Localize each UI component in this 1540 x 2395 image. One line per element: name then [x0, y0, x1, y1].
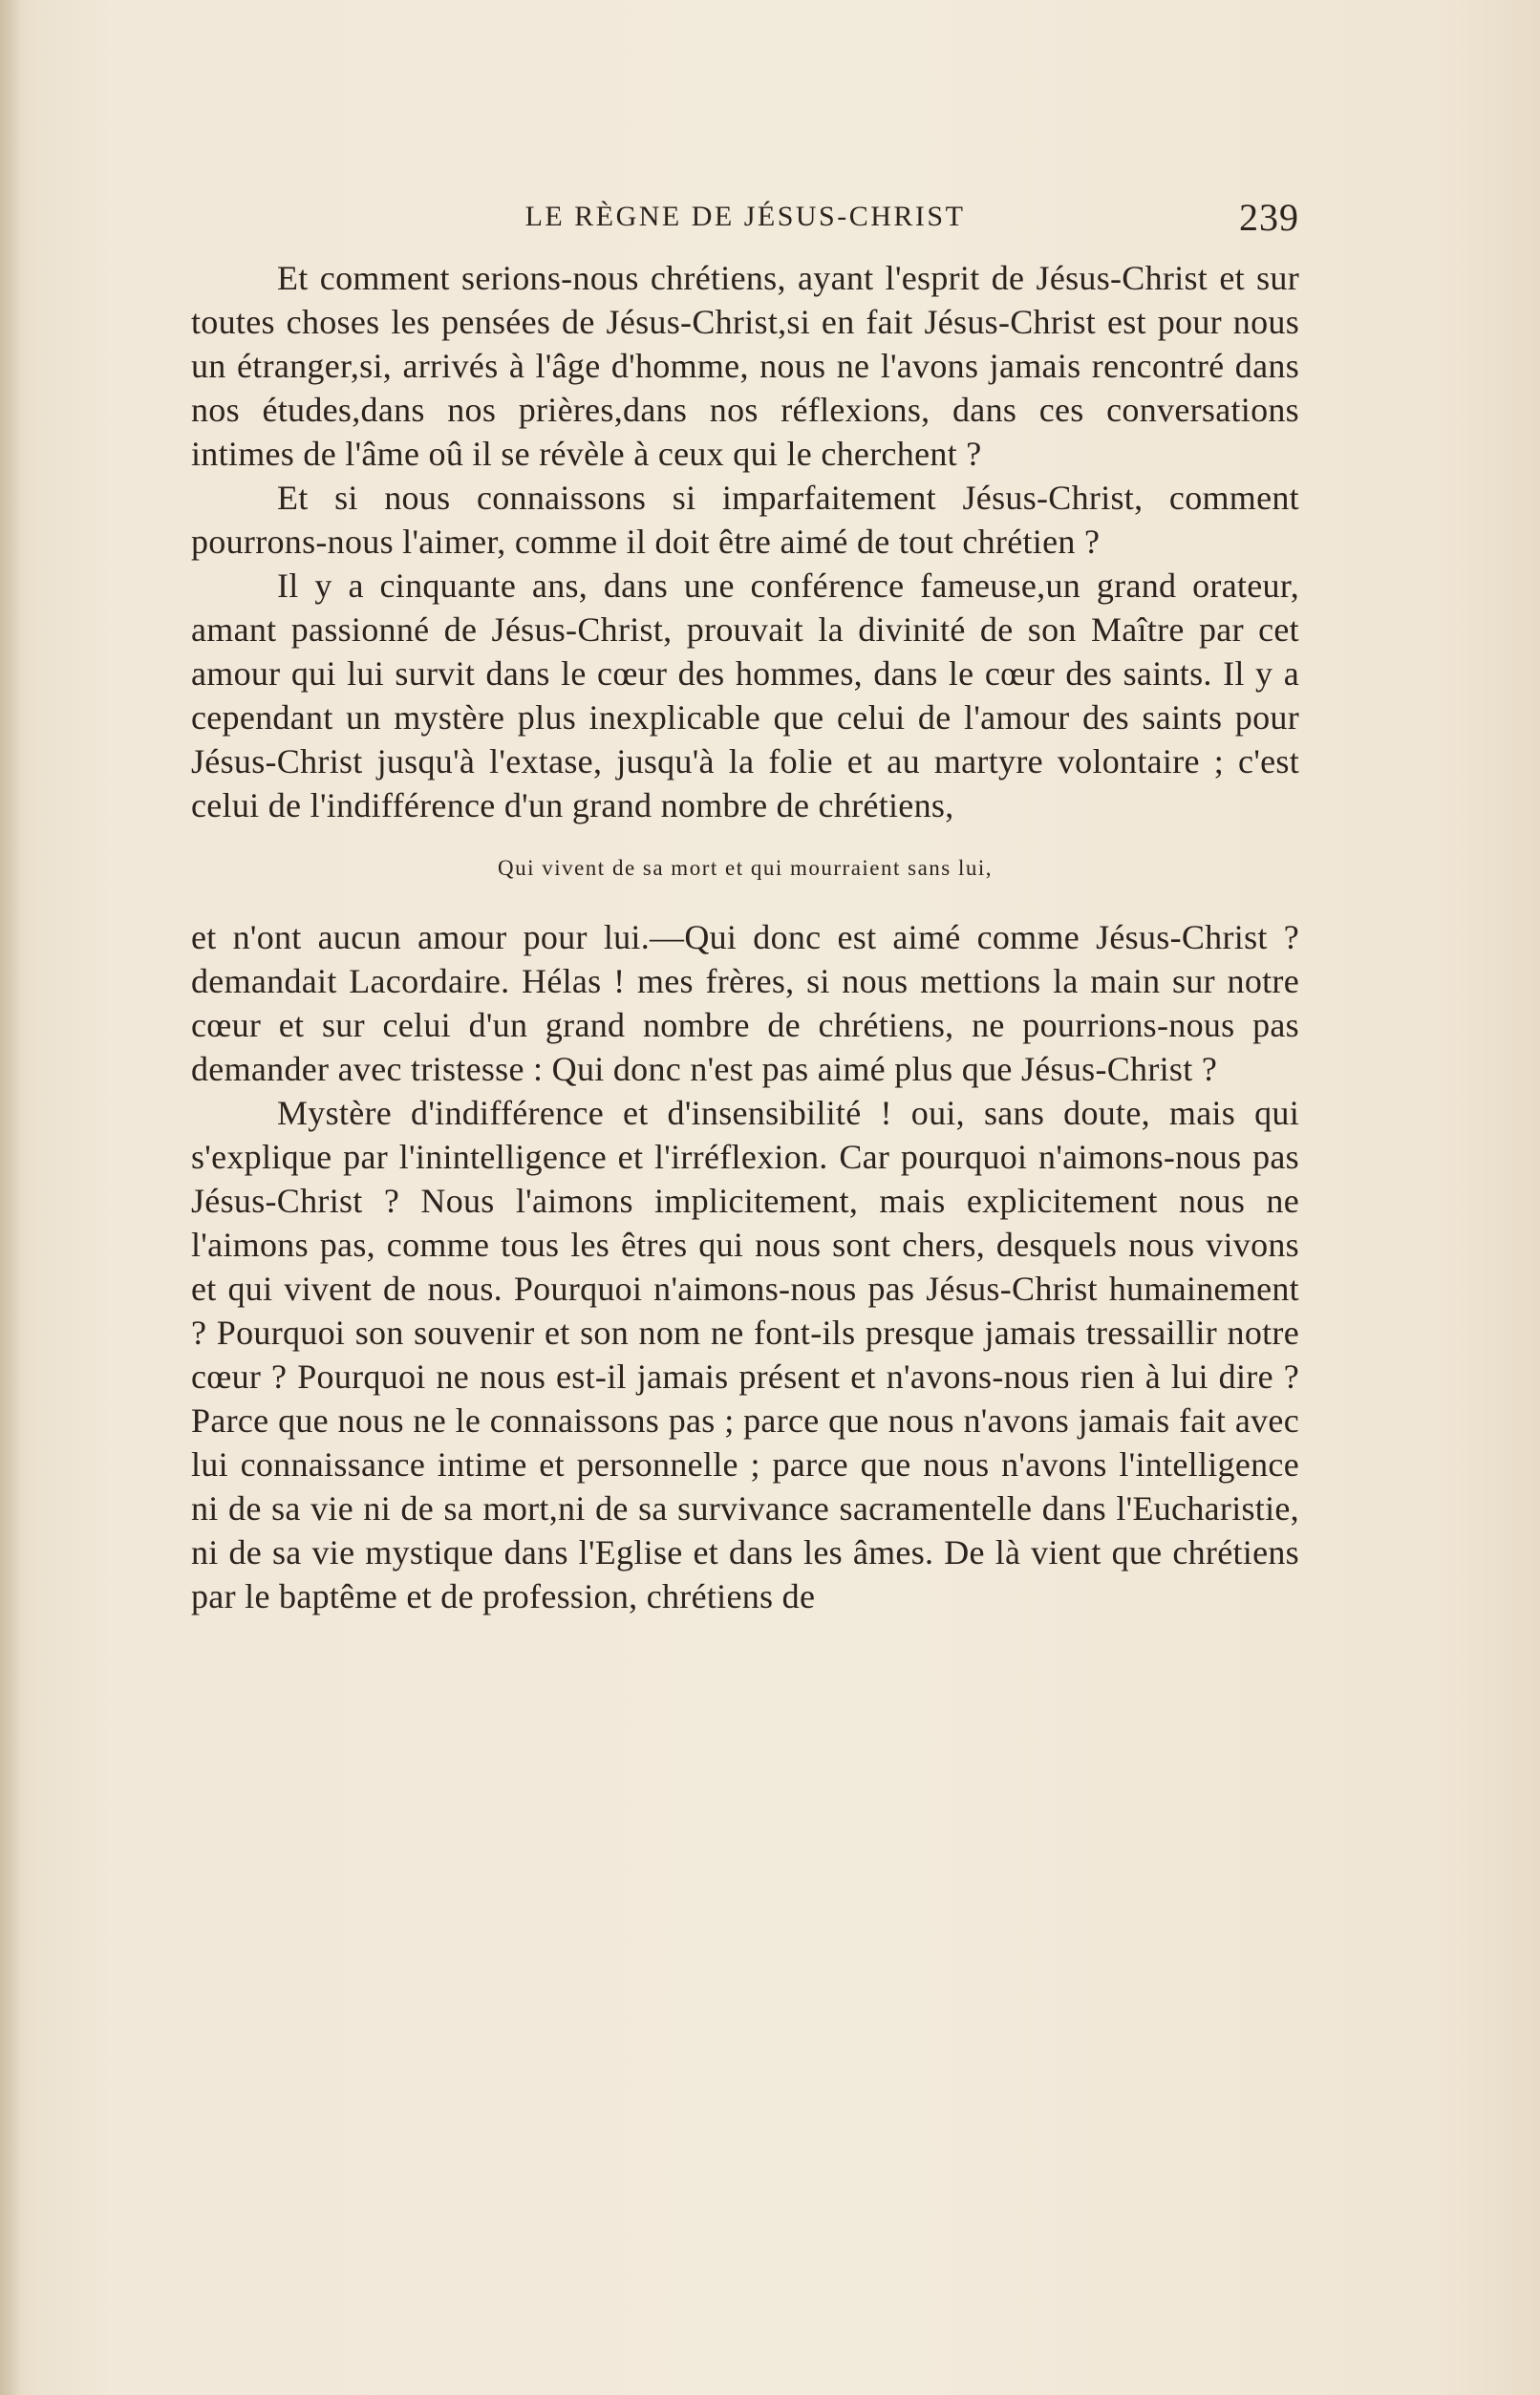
- page-gutter-shadow: [0, 0, 21, 2395]
- page-text-block: [191, 191, 1299, 1618]
- verse-quote: Qui vivent de sa mort et qui mourraient sans lui,: [497, 856, 994, 880]
- paragraph-1: Et comment serions-nous chrétiens, ayant l'esprit de Jésus-Christ et sur toutes choses les pensées de Jésus-Christ,si en fait Jésus-Christ est pour nous un étranger,si, arrivés à l'âge d'homme, nous ne l'avons jamais rencontré dans nos études,dans nos prières,dans nos réflexions, dans ces conversations intimes de l'âme oû il se révèle à ceux qui le cherchent ?: [191, 259, 1299, 473]
- paragraph-5: Mystère d'indifférence et d'insensibilité ! oui, sans doute, mais qui s'explique par l'inintelligence et l'irréflexion. Car pourquoi n'aimons-nous pas Jésus-Christ ? Nous l'aimons implicitement, mais explicitement nous ne l'aimons pas, comme tous les êtres qui nous sont chers, desquels nous vivons et qui vivent de nous. Pourquoi n'aimons-nous pas Jésus-Christ humainement ? Pourquoi son souvenir et son nom ne font-ils presque jamais tressaillir notre cœur ? Pourquoi ne nous est-il jamais présent et n'avons-nous rien à lui dire ? Parce que nous ne le connaissons pas ; parce que nous n'avons jamais fait avec lui connaissance intime et personnelle ; parce que nous n'avons l'intelligence ni de sa vie ni de sa mort,ni de sa survivance sacramentelle dans l'Eucharistie, ni de sa vie mystique dans l'Eglise et dans les âmes. De là vient que chrétiens par le baptême et de profession, chrétiens de: [191, 1094, 1299, 1615]
- running-head: [191, 191, 1299, 245]
- page-number: 239: [1239, 196, 1299, 239]
- paragraph-3: Il y a cinquante ans, dans une conférence fameuse,un grand orateur, amant passionné de Jésus-Christ, prouvait la divinité de son Maître par cet amour qui lui survit dans le cœur des hommes, dans le cœur des saints. Il y a cependant un mystère plus inexplicable que celui de l'amour des saints pour Jésus-Christ jusqu'à l'extase, jusqu'à la folie et au martyre volontaire ; c'est celui de l'indifférence d'un grand nombre de chrétiens,: [191, 567, 1299, 824]
- running-title: LE RÈGNE DE JÉSUS-CHRIST: [524, 201, 966, 232]
- paragraph-2: Et si nous connaissons si imparfaitement Jésus-Christ, comment pourrons-nous l'aimer, comme il doit être aimé de tout chrétien ?: [191, 479, 1299, 561]
- paragraph-4: et n'ont aucun amour pour lui.—Qui donc est aimé comme Jésus-Christ ? demandait Lacordaire. Hélas ! mes frères, si nous mettions la main sur notre cœur et sur celui d'un grand nombre de chrétiens, ne pourrions-nous pas demander avec tristesse : Qui donc n'est pas aimé plus que Jésus-Christ ?: [191, 918, 1299, 1088]
